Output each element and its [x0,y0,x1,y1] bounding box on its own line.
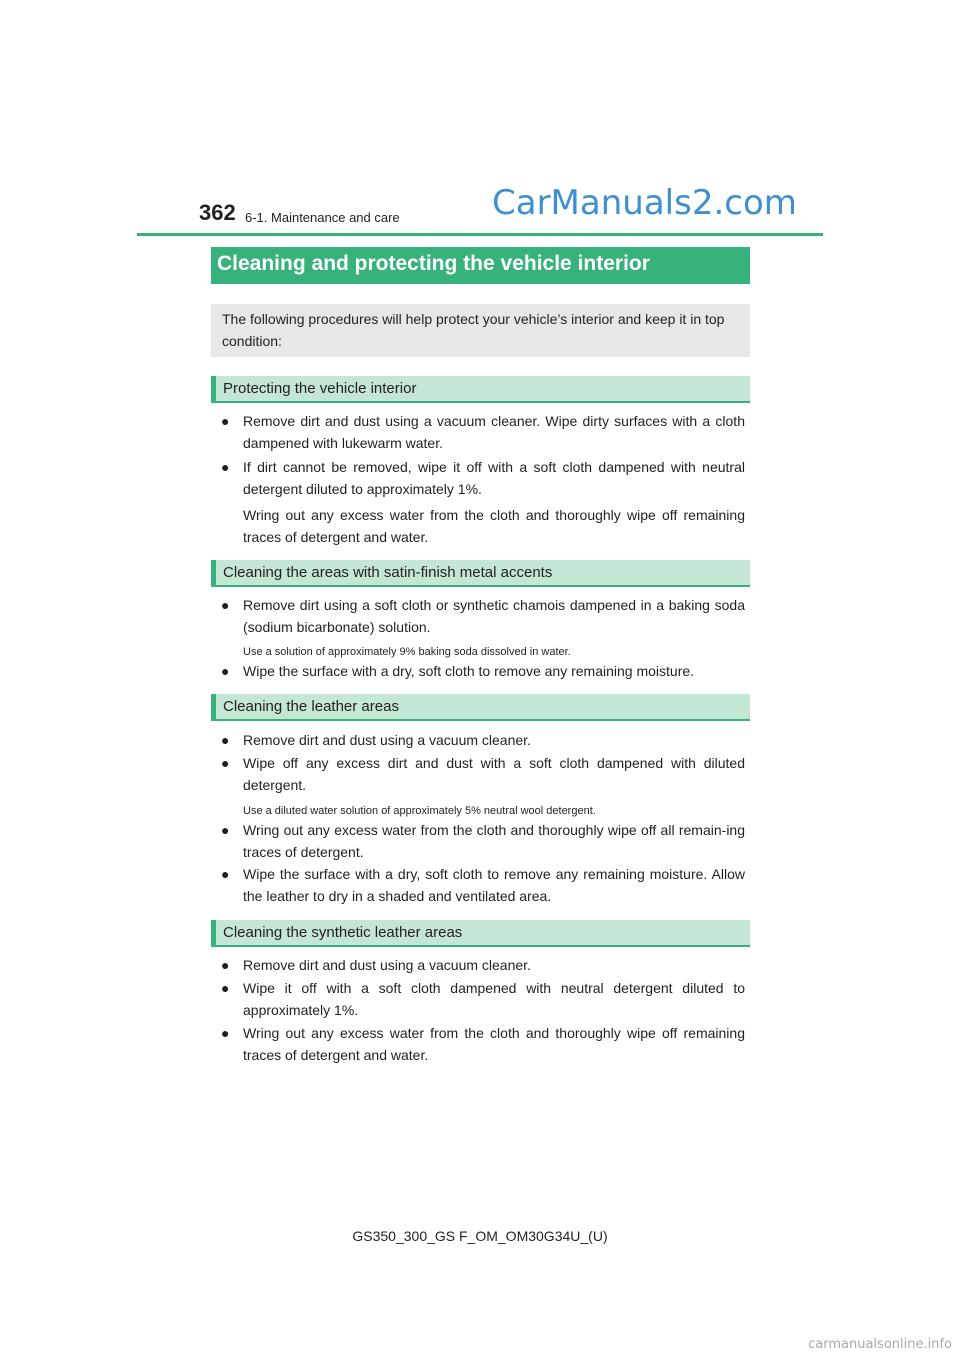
list-item [221,954,745,976]
list-item [221,752,745,796]
list-item [221,594,745,638]
list-item-text: Remove dirt using a soft cloth or synthetic chamois dampened in a baking soda (sodium bicarbonate) solution. [243,597,745,635]
list-item-text: If dirt cannot be removed, wipe it off with a soft cloth dampened with neutral detergent diluted to approximately 1%. [243,459,745,497]
footer-watermark[interactable]: carmanualsonline.info [808,1337,952,1352]
section-heading: Protecting the vehicle interior [223,380,417,397]
list-item-text: Remove dirt and dust using a vacuum cleaner. Wipe dirty surfaces with a cloth dampened with lukewarm water. [243,413,745,451]
intro-box [211,304,750,357]
section-heading: Cleaning the synthetic leather areas [223,924,463,941]
bullet-icon: ● [221,822,230,838]
intro-text: The following procedures will help protect your vehicle’s interior and keep it in top condition: [222,311,725,349]
section-heading-bar [211,376,750,403]
list-item-text: Remove dirt and dust using a vacuum cleaner. [243,957,531,973]
list-item [221,977,745,1021]
bullet-icon: ● [221,732,230,748]
list-item-text: Wring out any excess water from the cloth and thoroughly wipe off all remain-ing traces of detergent. [243,822,745,860]
note-text: Use a diluted water solution of approximately 5% neutral wool detergent. [243,805,596,817]
bullet-icon: ● [221,980,230,996]
section-heading: Cleaning the areas with satin-finish metal accents [223,564,553,581]
section-heading-bar [211,694,750,721]
bullet-icon: ● [221,413,230,429]
list-item-text: Remove dirt and dust using a vacuum cleaner. [243,732,531,748]
bullet-icon: ● [221,663,230,679]
list-item [221,819,745,863]
list-item-text: Wipe it off with a soft cloth dampened with neutral detergent diluted to approximately 1%. [243,980,745,1018]
list-item [221,729,745,751]
page-title: Cleaning and protecting the vehicle interior [217,252,650,275]
section-heading: Cleaning the leather areas [223,698,399,715]
header-rule [137,233,823,236]
section-label: 6-1. Maintenance and care [245,210,400,225]
list-item-text: Wring out any excess water from the cloth and thoroughly wipe off remaining traces of detergent and water. [243,1025,745,1063]
bullet-icon: ● [221,957,230,973]
bullet-icon: ● [221,866,230,882]
paragraph: Wring out any excess water from the cloth and thoroughly wipe off remaining traces of detergent and water. [243,507,745,545]
note-text: Use a solution of approximately 9% baking soda dissolved in water. [243,646,571,658]
watermark-logo[interactable]: CarManuals2.com [492,183,797,223]
page-number: 362 [199,200,236,225]
bullet-icon: ● [221,1025,230,1041]
list-item-text: Wipe the surface with a dry, soft cloth to remove any remaining moisture. [243,663,695,679]
list-item [221,1022,745,1066]
list-item [221,863,745,907]
bullet-icon: ● [221,597,230,613]
page-title-bar [211,247,750,284]
list-item [221,660,745,682]
section-heading-bar [211,920,750,947]
bullet-icon: ● [221,755,230,771]
list-item-text: Wipe off any excess dirt and dust with a soft cloth dampened with diluted detergent. [243,755,745,793]
list-item [221,410,745,454]
section-heading-bar [211,560,750,587]
list-item [221,456,745,500]
list-item-text: Wipe the surface with a dry, soft cloth to remove any remaining moisture. Allow the leather to dry in a shaded and ventilated area. [243,866,745,904]
document-code: GS350_300_GS F_OM_OM30G34U_(U) [352,1228,608,1244]
bullet-icon: ● [221,459,230,475]
